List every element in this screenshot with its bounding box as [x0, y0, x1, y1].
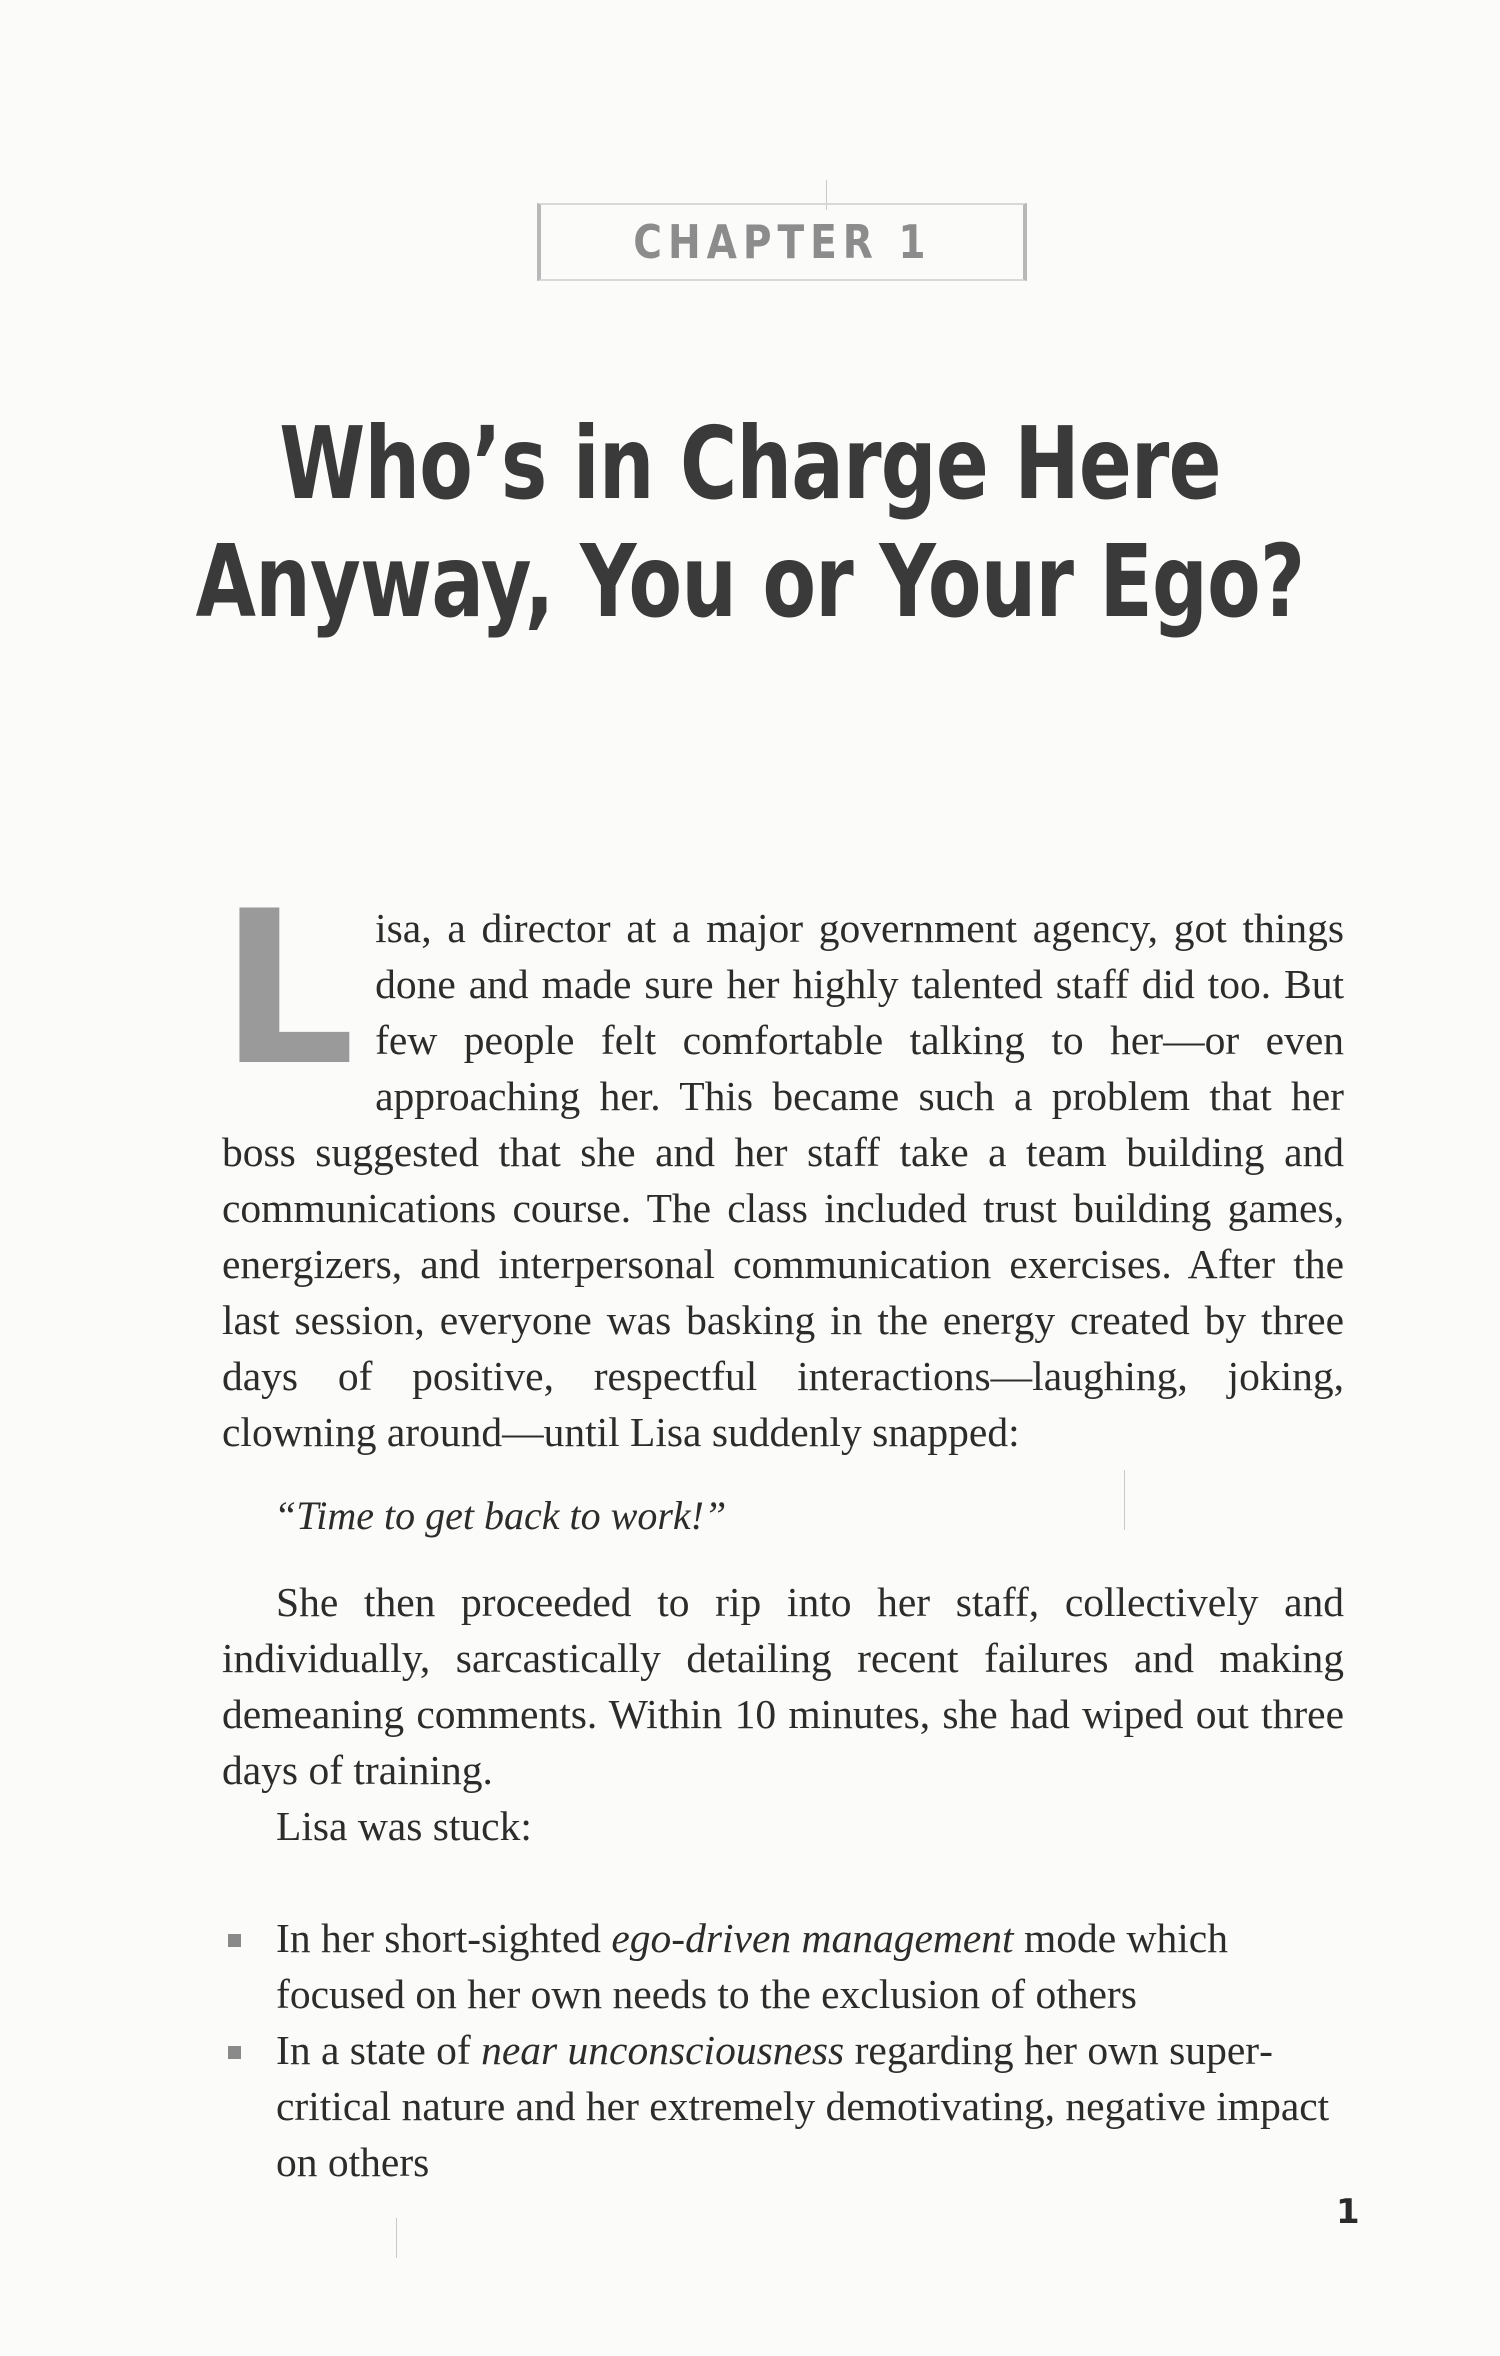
bullet-emphasis: ego-driven management	[611, 1915, 1014, 1961]
paragraph-3: Lisa was stuck:	[276, 1803, 532, 1849]
list-item	[222, 1910, 1344, 2022]
bullet-text-before: In her short-sighted	[276, 1915, 612, 1961]
bullet-emphasis: near unconsciousness	[481, 2027, 845, 2073]
quote: “Time to get back to work!”	[274, 1493, 727, 1538]
chapter-title	[0, 405, 1500, 641]
drop-cap: L	[220, 865, 356, 1112]
square-bullet-icon	[228, 1934, 241, 1947]
bullet-list	[222, 1910, 1344, 2190]
bullet-text-after: regarding her own supercritical nature and her extremely demotivating, negative impact on others	[276, 2027, 1330, 2185]
chapter-title-line-2: Anyway, You or Your Ego?	[195, 523, 1305, 640]
bullet-text-after: mode which focused on her own needs to the exclusion of others	[276, 1915, 1228, 2017]
square-bullet-icon	[228, 2046, 241, 2059]
paragraph-2: She then proceeded to rip into her staff, collectively and individually, sarcastically detailing recent failures and making demeaning comments. Within 10 minutes, she had wiped out three days of training.	[222, 1579, 1344, 1793]
list-item	[222, 2022, 1344, 2190]
scan-mark	[396, 2218, 397, 2258]
scan-mark	[1124, 1470, 1125, 1530]
opening-paragraph-text: isa, a director at a major government agency, got things done and made sure her highly talented staff did too. But few people felt comfortable talking to her—or even approaching her. This became such a problem that her boss suggested that she and her staff take a team building and communications course. The class included trust building games, energizers, and interpersonal communication exercises. After the last session, everyone was basking in the energy created by three days of positive, respectful interactions—laughing, joking, clowning around—until Lisa suddenly snapped:	[222, 905, 1344, 1455]
chapter-heading-box	[537, 203, 1027, 281]
bullet-text-before: In a state of	[276, 2027, 482, 2073]
chapter-title-line-1: Who’s in Charge Here	[279, 405, 1221, 522]
chapter-label: CHAPTER 1	[632, 215, 932, 269]
page-number: 1	[1336, 2192, 1360, 2232]
opening-paragraph	[220, 865, 1344, 1460]
